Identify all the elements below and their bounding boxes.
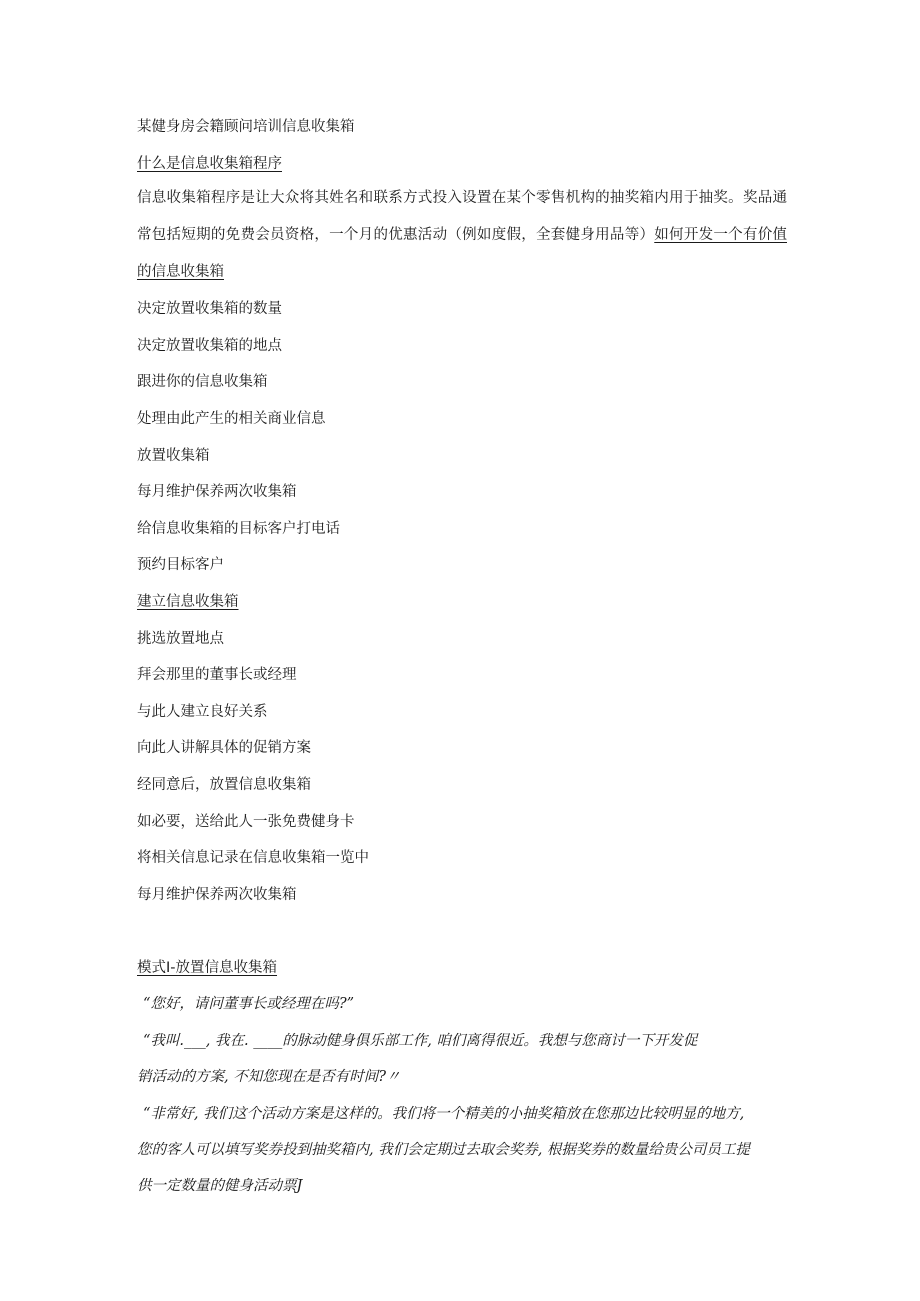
section-heading-mode-1: 模式I-放置信息收集箱: [137, 960, 278, 976]
section-heading-what-is: 什么是信息收集箱程序: [137, 156, 282, 172]
script-line: 供一定数量的健身活动票J: [137, 1178, 303, 1194]
list-item: 将相关信息记录在信息收集箱一览中: [137, 850, 369, 866]
section-heading-how-to-develop: 如何开发一个有价值的信息收集箱: [137, 227, 787, 280]
script-line: “非常好, 我们这个活动方案是这样的。我们将一个精美的小抽奖箱放在您那边比较明显的地方,: [143, 1106, 745, 1122]
list-item: 拜会那里的董事长或经理: [137, 667, 297, 683]
script-line: 您的客人可以填写奖券投到抽奖箱内, 我们会定期过去取会奖券, 根据奖券的数量给贵公司员工提: [137, 1142, 750, 1158]
list-item: 放置收集箱: [137, 448, 210, 464]
list-item: 挑选放置地点: [137, 631, 224, 647]
list-item: 决定放置收集箱的地点: [137, 338, 282, 354]
list-item: 经同意后，放置信息收集箱: [137, 777, 311, 793]
list-item: 每月维护保养两次收集箱: [137, 484, 297, 500]
document-title: 某健身房会籍顾问培训信息收集箱: [137, 119, 355, 135]
script-line: 销活动的方案, 不知您现在是否有时间?〃: [137, 1069, 401, 1085]
section-heading-build: 建立信息收集箱: [137, 594, 239, 610]
list-item: 与此人建立良好关系: [137, 704, 268, 720]
list-item: 向此人讲解具体的促销方案: [137, 740, 311, 756]
list-item: 处理由此产生的相关商业信息: [137, 411, 326, 427]
list-item: 决定放置收集箱的数量: [137, 301, 282, 317]
list-item: 跟进你的信息收集箱: [137, 374, 268, 390]
script-line: “您好，请问董事长或经理在吗?”: [143, 996, 355, 1012]
list-item: 如必要，送给此人一张免费健身卡: [137, 814, 355, 830]
script-line: “我叫.___, 我在. ____的脉动健身俱乐部工作, 咱们离得很近。我想与您商讨一下开发促: [143, 1033, 698, 1049]
list-item: 给信息收集箱的目标客户打电话: [137, 521, 340, 537]
intro-paragraph-text: 信息收集箱程序是让大众将其姓名和联系方式投入设置在某个零售机构的抽奖箱内用于抽奖。奖品通常包括短期的免费会员资格，一个月的优惠活动（例如度假，全套健身用品等）: [137, 190, 787, 243]
list-item: 预约目标客户: [137, 557, 224, 573]
list-item: 每月维护保养两次收集箱: [137, 887, 297, 903]
intro-paragraph: [137, 180, 787, 291]
